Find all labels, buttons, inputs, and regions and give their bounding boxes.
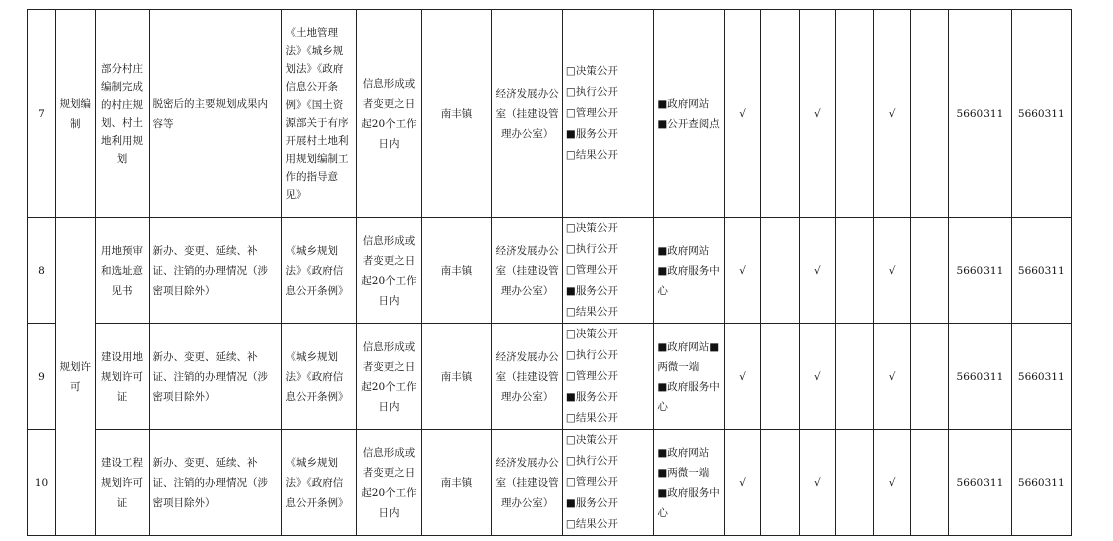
check-mark: √ — [874, 218, 910, 324]
channels-cell — [654, 430, 725, 536]
phone-cell: 5660311 — [1011, 430, 1071, 536]
empty-cell — [836, 218, 874, 324]
empty-cell — [836, 10, 874, 218]
item-cell: 建设工程规划许可证 — [95, 430, 149, 536]
table-row — [28, 10, 1072, 218]
check-mark: √ — [799, 324, 835, 430]
dept-cell: 经济发展办公室（挂建设管理办公室） — [492, 430, 563, 536]
time-cell: 信息形成或者变更之日起20个工作日内 — [357, 324, 421, 430]
option-service: ■服务公开 — [565, 128, 618, 140]
option-service: ■服务公开 — [565, 285, 618, 297]
row-number: 7 — [28, 10, 56, 218]
check-mark: √ — [724, 218, 760, 324]
empty-cell — [761, 10, 799, 218]
basis-cell: 《城乡规划法》《政府信息公开条例》 — [282, 218, 357, 324]
option-decision: □决策公开 — [565, 328, 618, 340]
dept-cell: 经济发展办公室（挂建设管理办公室） — [492, 324, 563, 430]
subject-cell: 南丰镇 — [421, 324, 492, 430]
time-cell: 信息形成或者变更之日起20个工作日内 — [357, 430, 421, 536]
table-row — [28, 430, 1072, 536]
empty-cell — [910, 430, 948, 536]
option-execution: □执行公开 — [565, 86, 618, 98]
item-cell: 部分村庄编制完成的村庄规划、村土地利用规划 — [95, 10, 149, 218]
option-result: □结果公开 — [565, 149, 618, 161]
dept-cell: 经济发展办公室（挂建设管理办公室） — [492, 10, 563, 218]
channel-item: ■政府网站 — [657, 446, 710, 459]
subject-cell: 南丰镇 — [421, 218, 492, 324]
channels-cell — [654, 324, 725, 430]
disclosure-options — [562, 218, 653, 324]
table-row — [28, 218, 1072, 324]
channel-item: ■公开查阅点 — [657, 117, 720, 130]
empty-cell — [761, 324, 799, 430]
channel-item: ■两微一端 — [657, 466, 710, 479]
check-mark: √ — [799, 218, 835, 324]
option-management: □管理公开 — [565, 107, 618, 119]
option-execution: □执行公开 — [565, 349, 618, 361]
empty-cell — [910, 218, 948, 324]
empty-cell — [836, 430, 874, 536]
phone-cell: 5660311 — [949, 324, 1011, 430]
content-cell: 新办、变更、延续、补证、注销的办理情况（涉密项目除外） — [149, 430, 282, 536]
table-row — [28, 324, 1072, 430]
basis-cell: 《城乡规划法》《政府信息公开条例》 — [282, 430, 357, 536]
option-decision: □决策公开 — [565, 65, 618, 77]
option-decision: □决策公开 — [565, 222, 618, 234]
item-cell: 用地预审和选址意见书 — [95, 218, 149, 324]
phone-cell: 5660311 — [949, 10, 1011, 218]
option-result: □结果公开 — [565, 306, 618, 318]
time-cell: 信息形成或者变更之日起20个工作日内 — [357, 10, 421, 218]
empty-cell — [761, 218, 799, 324]
option-execution: □执行公开 — [565, 243, 618, 255]
channel-item: ■政府服务中心 — [657, 380, 720, 413]
phone-cell: 5660311 — [949, 218, 1011, 324]
disclosure-options — [562, 10, 653, 218]
category-cell: 规划许可 — [56, 218, 95, 536]
check-mark: √ — [724, 430, 760, 536]
check-mark: √ — [724, 324, 760, 430]
subject-cell: 南丰镇 — [421, 10, 492, 218]
phone-cell: 5660311 — [949, 430, 1011, 536]
empty-cell — [836, 324, 874, 430]
row-number: 10 — [28, 430, 56, 536]
channels-cell — [654, 218, 725, 324]
option-service: ■服务公开 — [565, 391, 618, 403]
content-cell: 新办、变更、延续、补证、注销的办理情况（涉密项目除外） — [149, 218, 282, 324]
phone-cell: 5660311 — [1011, 324, 1071, 430]
empty-cell — [910, 10, 948, 218]
channel-item: ■政府网站■两微一端 — [657, 340, 720, 373]
row-number: 9 — [28, 324, 56, 430]
check-mark: √ — [799, 10, 835, 218]
channels-cell — [654, 10, 725, 218]
content-cell: 新办、变更、延续、补证、注销的办理情况（涉密项目除外） — [149, 324, 282, 430]
disclosure-options — [562, 430, 653, 536]
time-cell: 信息形成或者变更之日起20个工作日内 — [357, 218, 421, 324]
option-service: ■服务公开 — [565, 497, 618, 509]
channel-item: ■政府网站 — [657, 97, 710, 110]
disclosure-options — [562, 324, 653, 430]
check-mark: √ — [874, 430, 910, 536]
option-execution: □执行公开 — [565, 455, 618, 467]
subject-cell: 南丰镇 — [421, 430, 492, 536]
check-mark: √ — [874, 10, 910, 218]
option-result: □结果公开 — [565, 518, 618, 530]
row-number: 8 — [28, 218, 56, 324]
empty-cell — [910, 324, 948, 430]
dept-cell: 经济发展办公室（挂建设管理办公室） — [492, 218, 563, 324]
category-cell: 规划编制 — [56, 10, 95, 218]
option-management: □管理公开 — [565, 476, 618, 488]
option-management: □管理公开 — [565, 370, 618, 382]
item-cell: 建设用地规划许可证 — [95, 324, 149, 430]
check-mark: √ — [724, 10, 760, 218]
channel-item: ■政府网站 — [657, 244, 710, 257]
check-mark: √ — [799, 430, 835, 536]
channel-item: ■政府服务中心 — [657, 486, 720, 519]
basis-cell: 《土地管理法》《城乡规划法》《政府信息公开条例》《国土资源部关于有序开展村土地利用规划编制工作的指导意见》 — [282, 10, 357, 218]
option-decision: □决策公开 — [565, 434, 618, 446]
check-mark: √ — [874, 324, 910, 430]
empty-cell — [761, 430, 799, 536]
phone-cell: 5660311 — [1011, 218, 1071, 324]
disclosure-table — [27, 9, 1072, 536]
basis-cell: 《城乡规划法》《政府信息公开条例》 — [282, 324, 357, 430]
option-result: □结果公开 — [565, 412, 618, 424]
phone-cell: 5660311 — [1011, 10, 1071, 218]
channel-item: ■政府服务中心 — [657, 264, 720, 297]
option-management: □管理公开 — [565, 264, 618, 276]
content-cell: 脱密后的主要规划成果内容等 — [149, 10, 282, 218]
